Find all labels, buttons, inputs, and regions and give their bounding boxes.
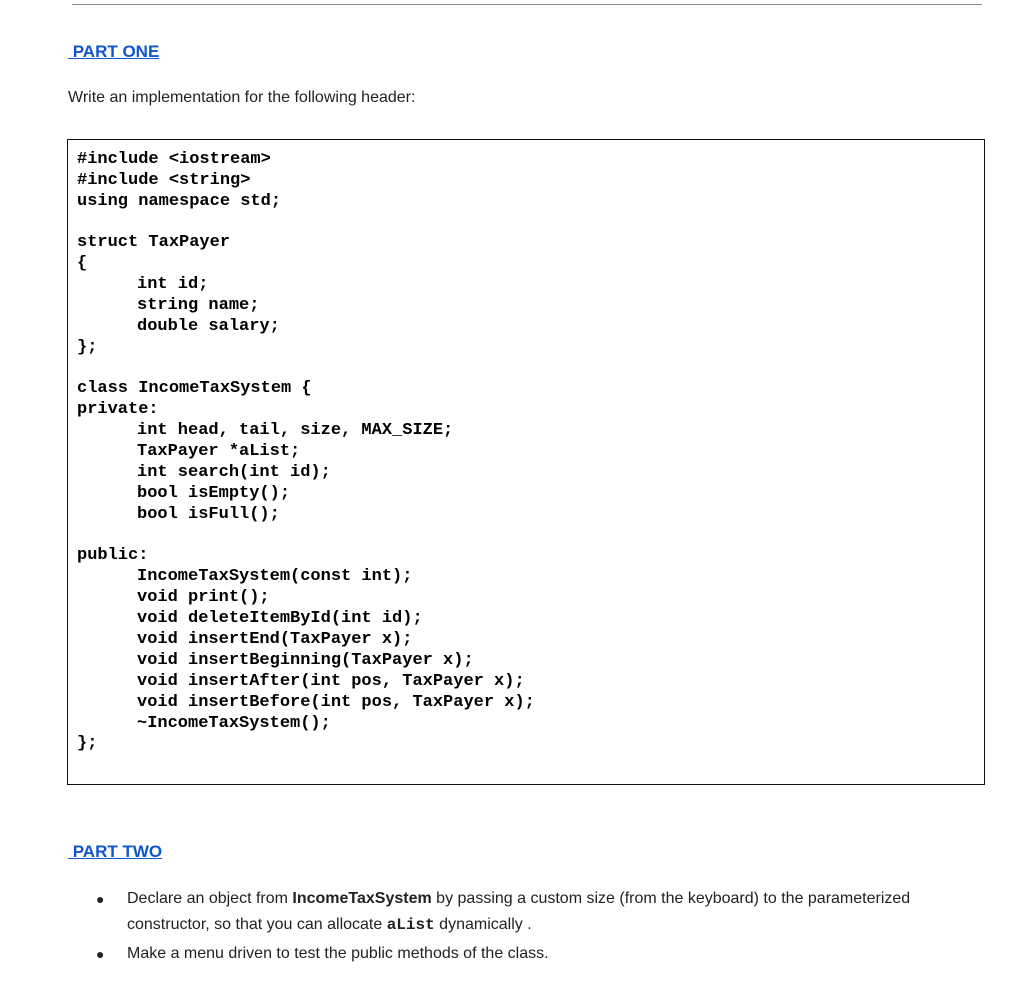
- code-line: int search(int id);: [137, 463, 331, 482]
- bullet-icon: ●: [96, 891, 105, 907]
- code-line: string name;: [137, 296, 260, 315]
- part-two-heading[interactable]: PART TWO: [68, 842, 163, 861]
- list-item: [96, 941, 976, 967]
- code-line: {: [77, 254, 88, 273]
- part-two-bullet-list: [96, 886, 976, 970]
- code-line: class IncomeTaxSystem {: [77, 379, 312, 398]
- bullet-text: Make a menu driven to test the public methods of the class.: [127, 945, 549, 962]
- code-line: void deleteItemById(int id);: [137, 609, 423, 628]
- code-line: void insertBefore(int pos, TaxPayer x);: [137, 693, 535, 712]
- code-block: [67, 139, 985, 785]
- code-line: TaxPayer *aList;: [137, 442, 301, 461]
- code-line: using namespace std;: [77, 192, 282, 211]
- part-one-intro: Write an implementation for the following header:: [68, 89, 416, 106]
- alist-code-term: aList: [386, 916, 435, 934]
- code-line: IncomeTaxSystem(const int);: [137, 567, 413, 586]
- code-line: void insertBeginning(TaxPayer x);: [137, 651, 474, 670]
- bullet-text-mid: by passing a custom size (from the keyboard) to the parameterized constructor, so that you can allocate: [127, 890, 911, 933]
- code-line: int head, tail, size, MAX_SIZE;: [137, 421, 454, 440]
- bullet-text-post: dynamically .: [434, 916, 532, 933]
- code-line: };: [77, 734, 98, 753]
- code-line: #include <string>: [77, 171, 251, 190]
- bullet-text-pre: Declare an object from: [127, 890, 293, 907]
- class-name-emphasis: IncomeTaxSystem: [292, 890, 432, 907]
- code-line: bool isEmpty();: [137, 484, 291, 503]
- code-line: public:: [77, 546, 149, 565]
- list-item: [96, 886, 976, 938]
- code-line: void print();: [137, 588, 270, 607]
- code-line: struct TaxPayer: [77, 233, 231, 252]
- part-one-heading[interactable]: PART ONE: [68, 42, 160, 61]
- code-line: double salary;: [137, 317, 280, 336]
- code-line: int id;: [137, 275, 209, 294]
- bullet-icon: ●: [96, 946, 105, 962]
- code-line: bool isFull();: [137, 505, 280, 524]
- code-line: ~IncomeTaxSystem();: [137, 714, 331, 733]
- code-line: };: [77, 338, 98, 357]
- code-line: void insertAfter(int pos, TaxPayer x);: [137, 672, 525, 691]
- code-line: private:: [77, 400, 159, 419]
- code-line: #include <iostream>: [77, 150, 271, 169]
- code-line: void insertEnd(TaxPayer x);: [137, 630, 413, 649]
- top-divider: [72, 4, 982, 5]
